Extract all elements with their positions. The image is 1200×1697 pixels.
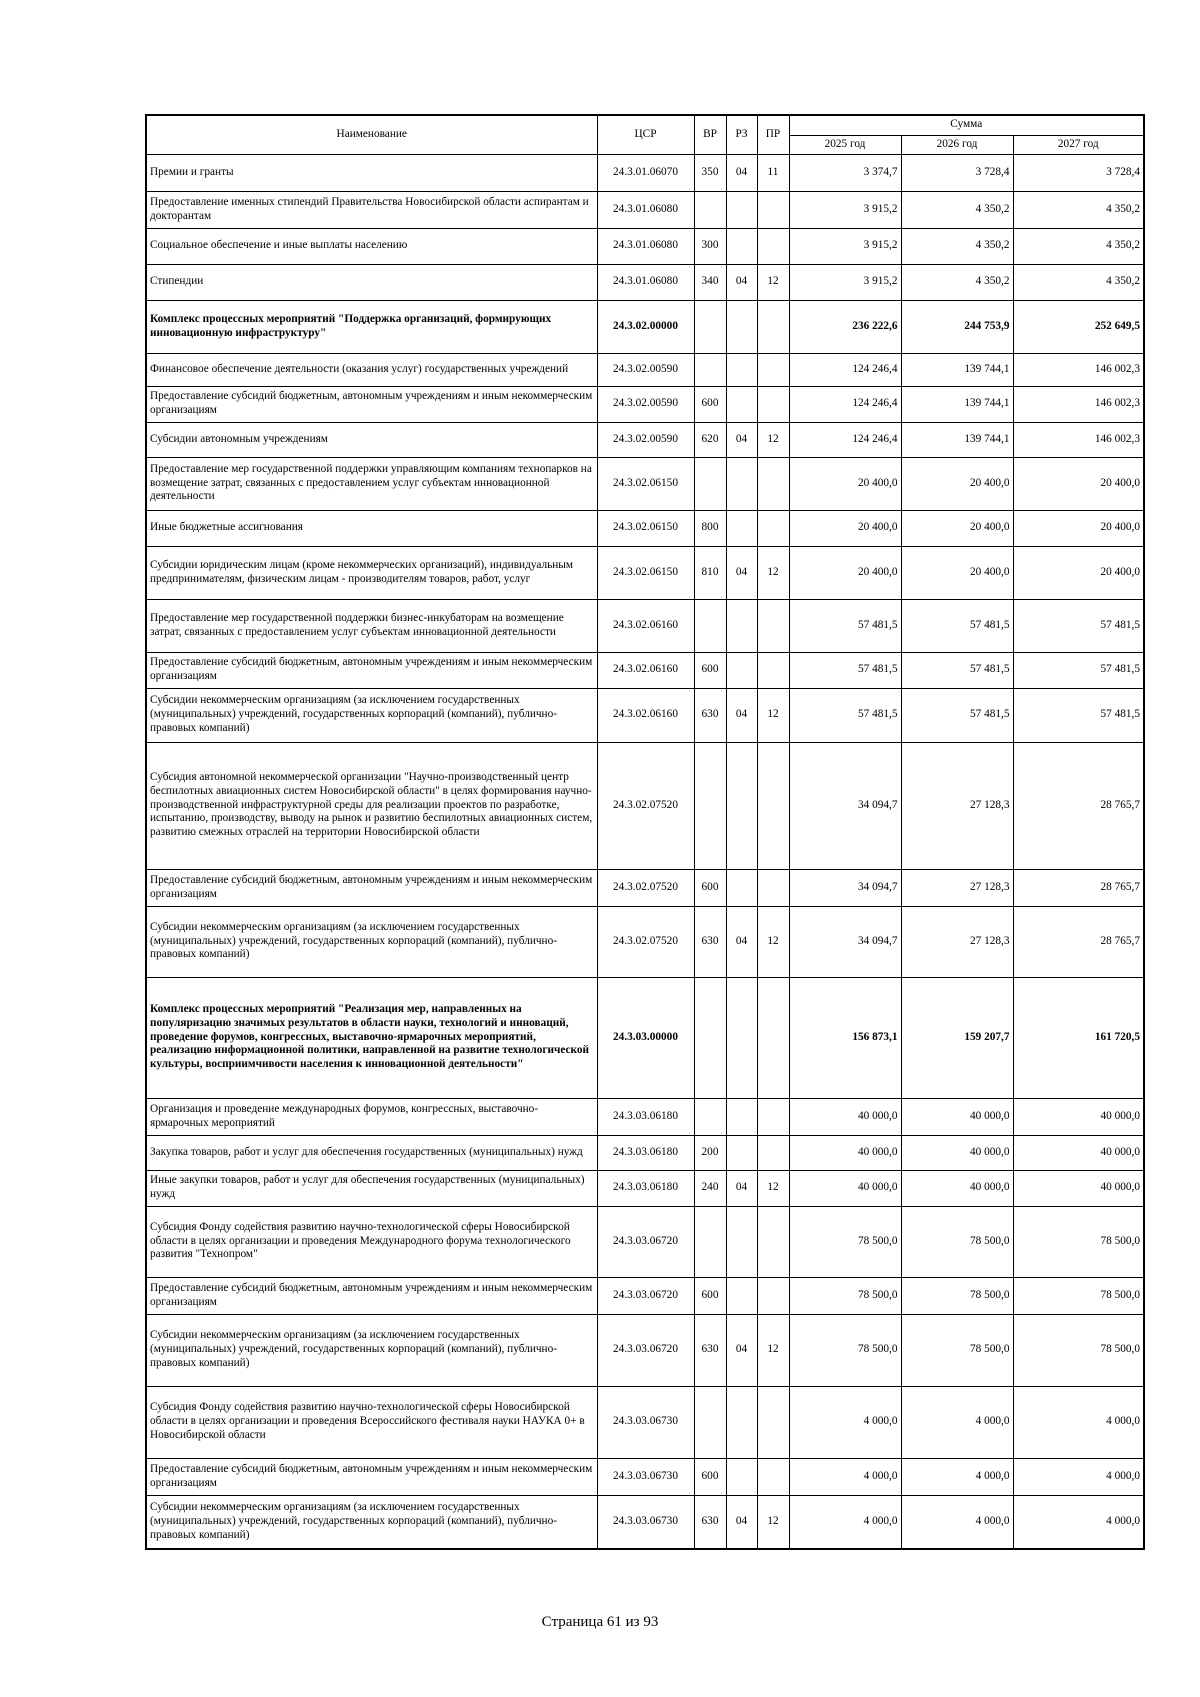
- row-sum-2027: 4 350,2: [1013, 228, 1144, 264]
- row-name: Финансовое обеспечение деятельности (оказания услуг) государственных учреждений: [146, 353, 597, 386]
- row-sum-2027: 146 002,3: [1013, 353, 1144, 386]
- row-sum-2025: 57 481,5: [789, 688, 901, 742]
- row-pr: [757, 1206, 789, 1277]
- row-sum-2025: 124 246,4: [789, 422, 901, 457]
- row-vr: 200: [694, 1135, 726, 1170]
- row-sum-2026: 78 500,0: [901, 1277, 1013, 1314]
- row-rz: 04: [726, 546, 757, 599]
- row-sum-2026: 4 350,2: [901, 191, 1013, 228]
- row-sum-2027: 78 500,0: [1013, 1314, 1144, 1386]
- row-rz: [726, 1135, 757, 1170]
- table-row: [146, 264, 1144, 300]
- row-rz: [726, 510, 757, 546]
- row-name: Предоставление субсидий бюджетным, автономным учреждениям и иным некоммерческим организациям: [146, 652, 597, 688]
- row-sum-2026: 4 350,2: [901, 228, 1013, 264]
- row-sum-2027: 4 350,2: [1013, 264, 1144, 300]
- row-name: Предоставление субсидий бюджетным, автономным учреждениям и иным некоммерческим организациям: [146, 869, 597, 906]
- table-row: [146, 457, 1144, 510]
- row-pr: [757, 1458, 789, 1495]
- row-sum-2026: 139 744,1: [901, 422, 1013, 457]
- row-rz: 04: [726, 906, 757, 977]
- row-sum-2025: 78 500,0: [789, 1206, 901, 1277]
- row-sum-2027: 40 000,0: [1013, 1098, 1144, 1135]
- header-rz: РЗ: [726, 115, 757, 154]
- row-vr: 600: [694, 652, 726, 688]
- header-year-2025: 2025 год: [789, 135, 901, 154]
- row-name: Премии и гранты: [146, 154, 597, 191]
- row-rz: [726, 457, 757, 510]
- row-sum-2026: 4 000,0: [901, 1458, 1013, 1495]
- row-pr: [757, 1135, 789, 1170]
- table-body: [146, 154, 1144, 1549]
- row-sum-2025: 124 246,4: [789, 386, 901, 422]
- row-sum-2025: 124 246,4: [789, 353, 901, 386]
- row-csr: 24.3.02.00590: [597, 353, 694, 386]
- row-pr: 12: [757, 1170, 789, 1206]
- row-rz: 04: [726, 688, 757, 742]
- row-sum-2026: 20 400,0: [901, 457, 1013, 510]
- row-pr: 12: [757, 688, 789, 742]
- row-csr: 24.3.02.07520: [597, 869, 694, 906]
- table-row: [146, 1206, 1144, 1277]
- row-rz: [726, 228, 757, 264]
- table-row: [146, 1314, 1144, 1386]
- row-name: Предоставление субсидий бюджетным, автономным учреждениям и иным некоммерческим организациям: [146, 1458, 597, 1495]
- row-sum-2027: 28 765,7: [1013, 869, 1144, 906]
- row-vr: 630: [694, 906, 726, 977]
- row-rz: [726, 386, 757, 422]
- row-sum-2026: 57 481,5: [901, 652, 1013, 688]
- row-sum-2025: 3 374,7: [789, 154, 901, 191]
- table-row: [146, 191, 1144, 228]
- row-rz: [726, 977, 757, 1098]
- table-row: [146, 652, 1144, 688]
- table-row: [146, 154, 1144, 191]
- row-pr: [757, 1386, 789, 1458]
- row-sum-2026: 4 000,0: [901, 1386, 1013, 1458]
- row-csr: 24.3.03.06720: [597, 1206, 694, 1277]
- row-sum-2027: 57 481,5: [1013, 652, 1144, 688]
- row-pr: [757, 191, 789, 228]
- table-row: [146, 1386, 1144, 1458]
- row-sum-2027: 146 002,3: [1013, 422, 1144, 457]
- row-name: Субсидии некоммерческим организациям (за исключением государственных (муниципальных) учреждений, государственных корпораций (компаний), публично-правовых компаний): [146, 906, 597, 977]
- row-sum-2025: 57 481,5: [789, 599, 901, 652]
- row-vr: 630: [694, 1314, 726, 1386]
- row-sum-2026: 4 350,2: [901, 264, 1013, 300]
- row-pr: 12: [757, 264, 789, 300]
- row-sum-2026: 139 744,1: [901, 353, 1013, 386]
- row-csr: 24.3.03.06720: [597, 1314, 694, 1386]
- row-sum-2027: 161 720,5: [1013, 977, 1144, 1098]
- row-rz: [726, 1458, 757, 1495]
- row-vr: 600: [694, 869, 726, 906]
- row-sum-2026: 159 207,7: [901, 977, 1013, 1098]
- row-pr: [757, 1277, 789, 1314]
- row-pr: [757, 353, 789, 386]
- row-pr: [757, 869, 789, 906]
- row-sum-2027: 28 765,7: [1013, 906, 1144, 977]
- row-vr: [694, 457, 726, 510]
- table-row: [146, 1135, 1144, 1170]
- table-row: [146, 353, 1144, 386]
- row-pr: [757, 228, 789, 264]
- row-name: Предоставление мер государственной поддержки управляющим компаниям технопарков на возмещение затрат, связанных с предоставлением услуг субъектам инновационной деятельности: [146, 457, 597, 510]
- row-name: Закупка товаров, работ и услуг для обеспечения государственных (муниципальных) нужд: [146, 1135, 597, 1170]
- row-sum-2027: 4 000,0: [1013, 1386, 1144, 1458]
- row-pr: [757, 386, 789, 422]
- row-csr: 24.3.01.06080: [597, 191, 694, 228]
- row-name: Стипендии: [146, 264, 597, 300]
- table-row: [146, 1170, 1144, 1206]
- row-sum-2025: 3 915,2: [789, 191, 901, 228]
- table-row: [146, 869, 1144, 906]
- row-rz: [726, 1206, 757, 1277]
- table-row: [146, 1495, 1144, 1549]
- table-row: [146, 977, 1144, 1098]
- row-name: Предоставление субсидий бюджетным, автономным учреждениям и иным некоммерческим организациям: [146, 386, 597, 422]
- row-sum-2025: 4 000,0: [789, 1495, 901, 1549]
- table-row: [146, 1458, 1144, 1495]
- row-vr: 800: [694, 510, 726, 546]
- row-vr: 340: [694, 264, 726, 300]
- row-csr: 24.3.01.06070: [597, 154, 694, 191]
- row-csr: 24.3.03.06730: [597, 1458, 694, 1495]
- row-csr: 24.3.02.06160: [597, 688, 694, 742]
- row-name: Иные закупки товаров, работ и услуг для обеспечения государственных (муниципальных) нужд: [146, 1170, 597, 1206]
- row-sum-2026: 40 000,0: [901, 1170, 1013, 1206]
- row-name: Предоставление субсидий бюджетным, автономным учреждениям и иным некоммерческим организациям: [146, 1277, 597, 1314]
- row-csr: 24.3.03.00000: [597, 977, 694, 1098]
- row-rz: 04: [726, 264, 757, 300]
- row-pr: [757, 599, 789, 652]
- row-pr: [757, 457, 789, 510]
- row-csr: 24.3.02.00000: [597, 300, 694, 353]
- row-sum-2025: 20 400,0: [789, 546, 901, 599]
- row-pr: [757, 1098, 789, 1135]
- row-rz: 04: [726, 422, 757, 457]
- row-sum-2025: 34 094,7: [789, 869, 901, 906]
- row-pr: [757, 300, 789, 353]
- row-csr: 24.3.02.00590: [597, 386, 694, 422]
- row-name: Предоставление именных стипендий Правительства Новосибирской области аспирантам и докторантам: [146, 191, 597, 228]
- row-sum-2025: 156 873,1: [789, 977, 901, 1098]
- table-row: [146, 1098, 1144, 1135]
- row-csr: 24.3.02.06160: [597, 599, 694, 652]
- row-sum-2026: 78 500,0: [901, 1206, 1013, 1277]
- row-name: Комплекс процессных мероприятий "Поддержка организаций, формирующих инновационную инфраструктуру": [146, 300, 597, 353]
- row-sum-2025: 4 000,0: [789, 1458, 901, 1495]
- row-sum-2025: 78 500,0: [789, 1314, 901, 1386]
- row-csr: 24.3.02.06150: [597, 457, 694, 510]
- row-csr: 24.3.02.00590: [597, 422, 694, 457]
- row-sum-2026: 57 481,5: [901, 688, 1013, 742]
- row-sum-2027: 20 400,0: [1013, 457, 1144, 510]
- row-rz: [726, 191, 757, 228]
- row-rz: [726, 869, 757, 906]
- row-name: Субсидии некоммерческим организациям (за исключением государственных (муниципальных) учреждений, государственных корпораций (компаний), публично-правовых компаний): [146, 1495, 597, 1549]
- row-rz: [726, 1277, 757, 1314]
- row-sum-2027: 28 765,7: [1013, 742, 1144, 869]
- row-name: Субсидии юридическим лицам (кроме некоммерческих организаций), индивидуальным предпринимателям, физическим лицам - производителям товаров, работ, услуг: [146, 546, 597, 599]
- row-sum-2025: 4 000,0: [789, 1386, 901, 1458]
- row-sum-2025: 40 000,0: [789, 1098, 901, 1135]
- header-vr: ВР: [694, 115, 726, 154]
- row-sum-2026: 139 744,1: [901, 386, 1013, 422]
- row-sum-2025: 3 915,2: [789, 228, 901, 264]
- row-name: Предоставление мер государственной поддержки бизнес-инкубаторам на возмещение затрат, связанных с предоставлением услуг субъектам инновационной деятельности: [146, 599, 597, 652]
- row-csr: 24.3.03.06730: [597, 1386, 694, 1458]
- row-sum-2026: 40 000,0: [901, 1098, 1013, 1135]
- row-pr: 12: [757, 422, 789, 457]
- row-csr: 24.3.03.06730: [597, 1495, 694, 1549]
- row-sum-2027: 40 000,0: [1013, 1170, 1144, 1206]
- row-csr: 24.3.03.06180: [597, 1170, 694, 1206]
- row-name: Иные бюджетные ассигнования: [146, 510, 597, 546]
- table-row: [146, 228, 1144, 264]
- row-vr: 600: [694, 1277, 726, 1314]
- row-sum-2026: 4 000,0: [901, 1495, 1013, 1549]
- row-sum-2026: 27 128,3: [901, 869, 1013, 906]
- row-vr: 630: [694, 688, 726, 742]
- row-csr: 24.3.02.07520: [597, 906, 694, 977]
- row-sum-2025: 236 222,6: [789, 300, 901, 353]
- page-number: Страница 61 из 93: [541, 1614, 659, 1630]
- row-sum-2026: 3 728,4: [901, 154, 1013, 191]
- row-csr: 24.3.02.06160: [597, 652, 694, 688]
- row-rz: 04: [726, 154, 757, 191]
- row-sum-2025: 20 400,0: [789, 457, 901, 510]
- row-sum-2027: 57 481,5: [1013, 599, 1144, 652]
- row-sum-2026: 20 400,0: [901, 546, 1013, 599]
- row-sum-2026: 57 481,5: [901, 599, 1013, 652]
- table-row: [146, 300, 1144, 353]
- row-vr: 600: [694, 1458, 726, 1495]
- row-sum-2027: 20 400,0: [1013, 546, 1144, 599]
- table-row: [146, 1277, 1144, 1314]
- row-vr: [694, 599, 726, 652]
- row-pr: [757, 510, 789, 546]
- row-rz: [726, 300, 757, 353]
- row-name: Субсидии автономным учреждениям: [146, 422, 597, 457]
- row-sum-2026: 20 400,0: [901, 510, 1013, 546]
- row-vr: [694, 977, 726, 1098]
- row-rz: [726, 742, 757, 869]
- row-pr: 11: [757, 154, 789, 191]
- row-vr: 240: [694, 1170, 726, 1206]
- row-pr: 12: [757, 1314, 789, 1386]
- row-sum-2025: 40 000,0: [789, 1135, 901, 1170]
- row-sum-2025: 78 500,0: [789, 1277, 901, 1314]
- row-sum-2027: 78 500,0: [1013, 1277, 1144, 1314]
- row-csr: 24.3.02.06150: [597, 546, 694, 599]
- row-sum-2025: 3 915,2: [789, 264, 901, 300]
- row-pr: 12: [757, 906, 789, 977]
- header-year-2026: 2026 год: [901, 135, 1013, 154]
- row-sum-2025: 34 094,7: [789, 906, 901, 977]
- table-row: [146, 906, 1144, 977]
- row-vr: 810: [694, 546, 726, 599]
- row-rz: [726, 353, 757, 386]
- row-rz: [726, 1098, 757, 1135]
- row-sum-2025: 20 400,0: [789, 510, 901, 546]
- row-name: Субсидия Фонду содействия развитию научно-технологической сферы Новосибирской области в целях организации и проведения Всероссийского фестиваля науки НАУКА 0+ в Новосибирской области: [146, 1386, 597, 1458]
- row-name: Субсидия Фонду содействия развитию научно-технологической сферы Новосибирской области в целях организации и проведения Международного форума технологического развития "Технопром": [146, 1206, 597, 1277]
- row-rz: 04: [726, 1170, 757, 1206]
- row-csr: 24.3.02.07520: [597, 742, 694, 869]
- row-pr: 12: [757, 1495, 789, 1549]
- row-rz: [726, 1386, 757, 1458]
- row-rz: [726, 652, 757, 688]
- row-sum-2027: 78 500,0: [1013, 1206, 1144, 1277]
- row-csr: 24.3.01.06080: [597, 228, 694, 264]
- row-sum-2027: 3 728,4: [1013, 154, 1144, 191]
- row-name: Субсидия автономной некоммерческой организации "Научно-производственный центр беспилотных авиационных систем Новосибирской области" в целях формирования научно-производственной инфраструктурной среды для реализации проектов по разработке, испытанию, производству, выводу на рынок и развитию беспилотных авиационных систем, развитию смежных отраслей на территории Новосибирской области: [146, 742, 597, 869]
- row-csr: 24.3.03.06180: [597, 1135, 694, 1170]
- row-name: Организация и проведение международных форумов, конгрессных, выставочно-ярмарочных мероприятий: [146, 1098, 597, 1135]
- table-row: [146, 386, 1144, 422]
- row-vr: 630: [694, 1495, 726, 1549]
- table-row: [146, 742, 1144, 869]
- row-vr: [694, 300, 726, 353]
- header-sum: Сумма: [789, 115, 1144, 135]
- row-csr: 24.3.02.06150: [597, 510, 694, 546]
- row-sum-2026: 78 500,0: [901, 1314, 1013, 1386]
- budget-table: [145, 114, 1145, 1550]
- table-row: [146, 510, 1144, 546]
- header-year-2027: 2027 год: [1013, 135, 1144, 154]
- row-sum-2026: 27 128,3: [901, 742, 1013, 869]
- row-name: Комплекс процессных мероприятий "Реализация мер, направленных на популяризацию значимых результатов в области науки, технологий и инноваций, проведение форумов, конгрессных, выставочно-ярмарочных мероприятий, реализацию информационной политики, направленной на развитие технологической культуры, восприимчивости населения к инновационной деятельности": [146, 977, 597, 1098]
- row-vr: [694, 353, 726, 386]
- table-row: [146, 688, 1144, 742]
- row-sum-2026: 27 128,3: [901, 906, 1013, 977]
- row-name: Субсидии некоммерческим организациям (за исключением государственных (муниципальных) учреждений, государственных корпораций (компаний), публично-правовых компаний): [146, 688, 597, 742]
- row-sum-2027: 57 481,5: [1013, 688, 1144, 742]
- row-sum-2026: 244 753,9: [901, 300, 1013, 353]
- row-pr: [757, 977, 789, 1098]
- table-row: [146, 599, 1144, 652]
- row-csr: 24.3.03.06180: [597, 1098, 694, 1135]
- row-rz: 04: [726, 1495, 757, 1549]
- table-row: [146, 422, 1144, 457]
- table-row: [146, 546, 1144, 599]
- row-rz: [726, 599, 757, 652]
- row-vr: [694, 1386, 726, 1458]
- row-vr: [694, 191, 726, 228]
- row-name: Социальное обеспечение и иные выплаты населению: [146, 228, 597, 264]
- row-csr: 24.3.03.06720: [597, 1277, 694, 1314]
- row-vr: [694, 742, 726, 869]
- row-rz: 04: [726, 1314, 757, 1386]
- row-sum-2025: 34 094,7: [789, 742, 901, 869]
- row-sum-2025: 40 000,0: [789, 1170, 901, 1206]
- header-pr: ПР: [757, 115, 789, 154]
- row-sum-2027: 40 000,0: [1013, 1135, 1144, 1170]
- row-sum-2027: 252 649,5: [1013, 300, 1144, 353]
- header-csr: ЦСР: [597, 115, 694, 154]
- row-vr: 300: [694, 228, 726, 264]
- row-sum-2027: 4 350,2: [1013, 191, 1144, 228]
- row-vr: [694, 1098, 726, 1135]
- row-sum-2027: 4 000,0: [1013, 1458, 1144, 1495]
- row-vr: 600: [694, 386, 726, 422]
- row-vr: 350: [694, 154, 726, 191]
- row-vr: 620: [694, 422, 726, 457]
- row-vr: [694, 1206, 726, 1277]
- row-pr: 12: [757, 546, 789, 599]
- row-sum-2027: 4 000,0: [1013, 1495, 1144, 1549]
- row-sum-2026: 40 000,0: [901, 1135, 1013, 1170]
- row-sum-2025: 57 481,5: [789, 652, 901, 688]
- row-name: Субсидии некоммерческим организациям (за исключением государственных (муниципальных) учреждений, государственных корпораций (компаний), публично-правовых компаний): [146, 1314, 597, 1386]
- row-sum-2027: 20 400,0: [1013, 510, 1144, 546]
- row-pr: [757, 652, 789, 688]
- row-sum-2027: 146 002,3: [1013, 386, 1144, 422]
- row-pr: [757, 742, 789, 869]
- header-name: Наименование: [146, 115, 597, 154]
- row-csr: 24.3.01.06080: [597, 264, 694, 300]
